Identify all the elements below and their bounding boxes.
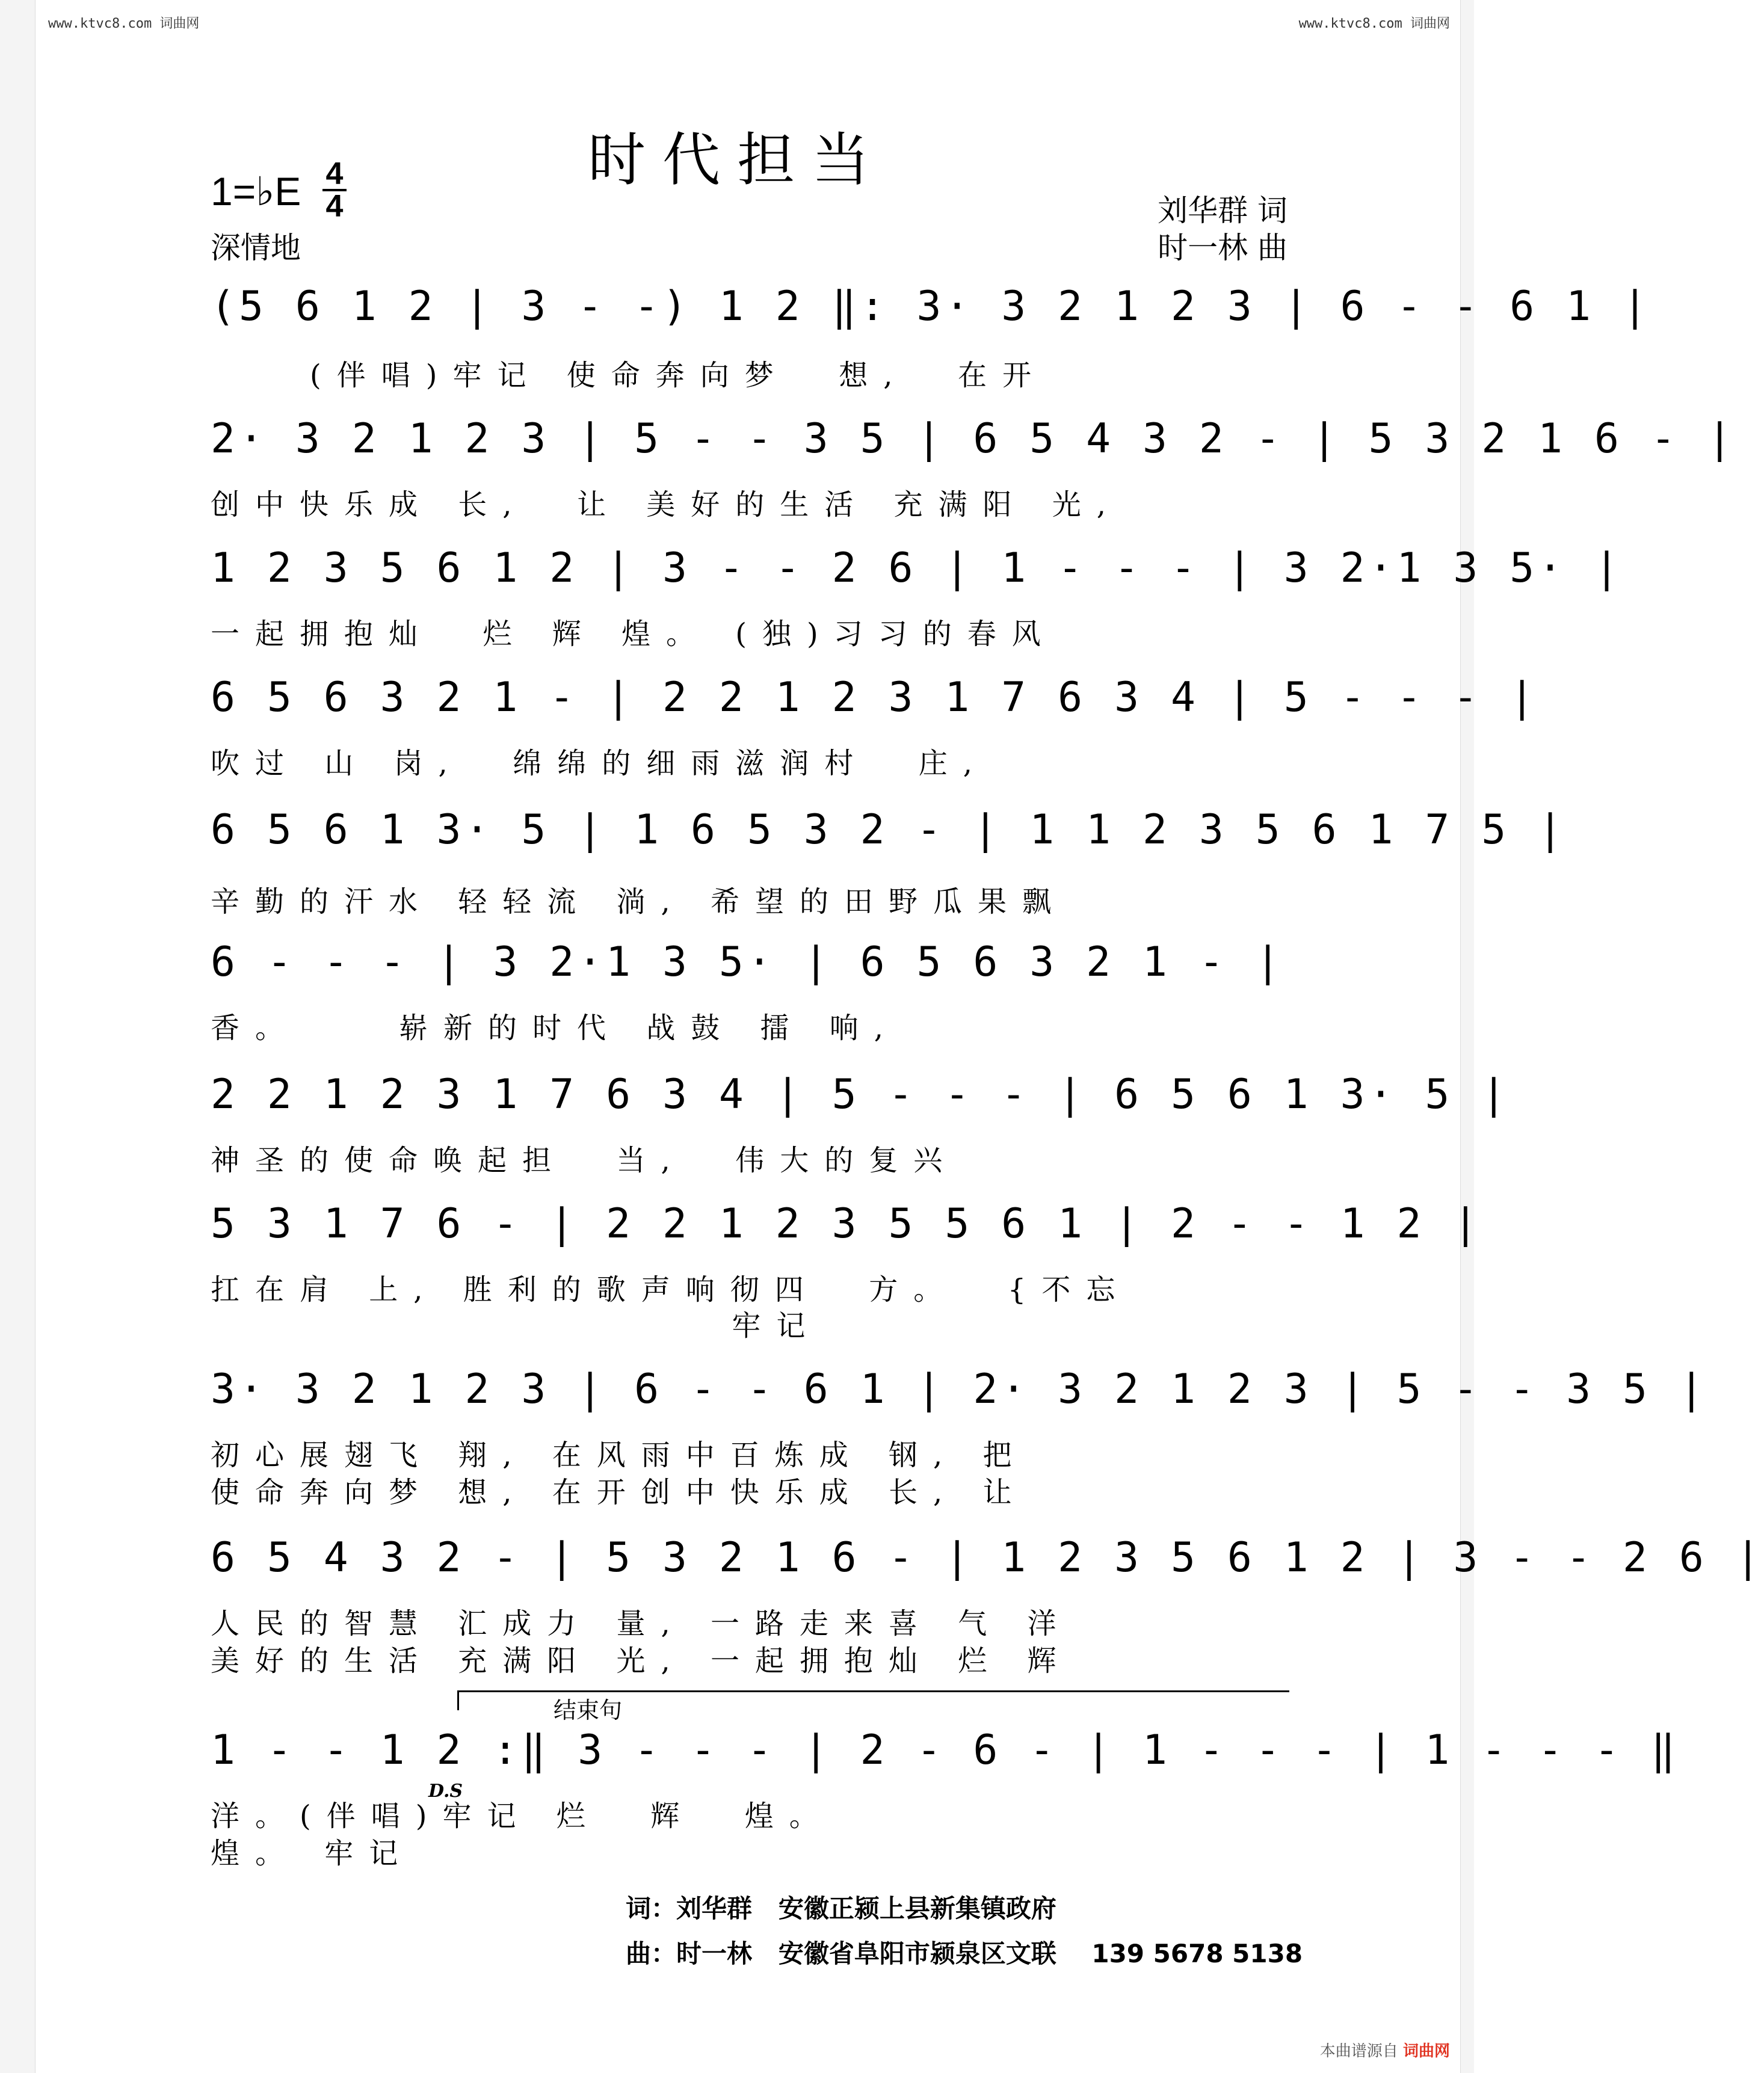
meter-bottom: 4 xyxy=(325,189,344,224)
score-system-10 xyxy=(211,1534,1764,1600)
notation-line: 5 3 1 7 6 - | 2 2 1 2 3 5 5 6 1 | 2 - - 1 2 | xyxy=(211,1200,1482,1248)
key-signature: 1=♭E xyxy=(211,169,301,214)
notation-line: 1 - - 1 2 :‖ 3 - - - | 2 - 6 - | 1 - - - | 1 - - - ‖ xyxy=(211,1726,1679,1774)
lyricist-credit: 刘华群 词 xyxy=(1158,193,1288,228)
lyrics-verse-2: 美好的生活 充满阳 光, 一起拥抱灿 烂 辉 xyxy=(211,1644,1072,1678)
score-system-7 xyxy=(211,1071,1510,1137)
source-watermark[interactable] xyxy=(1320,2039,1450,2061)
lyrics-line-alt: 牢记 xyxy=(211,1309,821,1343)
watermark-text: 本曲谱源自 xyxy=(1319,2042,1398,2060)
time-signature xyxy=(322,156,347,224)
score-system-9 xyxy=(211,1366,1707,1432)
lyrics-verse-1: 人民的智慧 汇成力 量, 一路走来喜 气 洋 xyxy=(211,1607,1072,1640)
lyrics-line: 香。 崭新的时代 战鼓 擂 响, xyxy=(211,1011,899,1045)
footer-composer-info: 曲：时一林 安徽省阜阳市颍泉区文联 139 5678 5138 xyxy=(626,1939,1303,1968)
notation-line: 2 2 1 2 3 1 7 6 3 4 | 5 - - - | 6 5 6 1 3· 5 | xyxy=(211,1071,1510,1118)
notation-line: 2· 3 2 1 2 3 | 5 - - 3 5 | 6 5 4 3 2 - | 5 3 2 1 6 - | xyxy=(211,415,1736,463)
notation-line: 6 5 6 1 3· 5 | 1 6 5 3 2 - | 1 1 2 3 5 6 1 7 5 | xyxy=(211,806,1567,854)
lyrics-line: 辛勤的汗水 轻轻流 淌, 希望的田野瓜果飘 xyxy=(211,885,1067,919)
notation-line: (5 6 1 2 | 3 - -) 1 2 ‖: 3· 3 2 1 2 3 | 6 - - 6 1 | xyxy=(211,283,1651,330)
dal-segno-mark: D.S xyxy=(428,1781,463,1802)
lyrics-verse-1: 初心展翅飞 翔, 在风雨中百炼成 钢, 把 xyxy=(211,1438,1028,1472)
score-system-3 xyxy=(211,544,1623,611)
notation-line: 6 - - - | 3 2·1 3 5· | 6 5 6 3 2 1 - | xyxy=(211,938,1284,986)
song-title: 时代担当 xyxy=(588,126,886,194)
score-system-2 xyxy=(211,415,1736,481)
score-system-1 xyxy=(211,283,1651,349)
notation-line: 6 5 6 3 2 1 - | 2 2 1 2 3 1 7 6 3 4 | 5 - - - | xyxy=(211,674,1538,721)
notation-line: 3· 3 2 1 2 3 | 6 - - 6 1 | 2· 3 2 1 2 3 | 5 - - 3 5 | xyxy=(211,1366,1707,1413)
site-header-left[interactable]: www.ktvc8.com 词曲网 xyxy=(48,16,200,31)
meter-top: 4 xyxy=(325,156,344,191)
site-header-right[interactable]: www.ktvc8.com 词曲网 xyxy=(1298,16,1450,31)
lyrics-verse-2: 使命奔向梦 想, 在开创中快乐成 长, 让 xyxy=(211,1476,1028,1509)
watermark-brand[interactable]: 词曲网 xyxy=(1402,2042,1450,2060)
score-system-6 xyxy=(211,938,1288,1005)
score-system-5 xyxy=(211,806,1567,872)
page-left-margin xyxy=(0,0,35,2073)
lyrics-line: 神圣的使命唤起担 当, 伟大的复兴 xyxy=(211,1144,958,1177)
composer-credit: 时一林 曲 xyxy=(1158,230,1288,265)
ending-label: 结束句 xyxy=(554,1697,623,1723)
score-system-4 xyxy=(211,674,1538,740)
lyrics-line: 创中快乐成 长, 让 美好的生活 充满阳 光, xyxy=(211,488,1122,522)
lyrics-line: 一起拥抱灿 烂 辉 煌。 (独)习习的春风 xyxy=(211,617,1056,651)
notation-line: 6 5 4 3 2 - | 5 3 2 1 6 - | 1 2 3 5 6 1 2 | 3 - - 2 6 | xyxy=(211,1534,1764,1582)
lyrics-verse-1: 洋。(伴唱)牢记 烂 辉 煌。 xyxy=(211,1799,834,1833)
tempo-marking: 深情地 xyxy=(211,230,301,265)
lyrics-line: 吹过 山 岗, 绵绵的细雨滋润村 庄, xyxy=(211,747,988,780)
footer-lyricist-info: 词：刘华群 安徽正颍上县新集镇政府 xyxy=(626,1894,1056,1923)
lyrics-line: 扛在肩 上, 胜利的歌声响彻四 方。 {不忘 xyxy=(211,1273,1131,1307)
notation-line: 1 2 3 5 6 1 2 | 3 - - 2 6 | 1 - - - | 3 2·1 3 5· | xyxy=(211,544,1623,592)
score-system-8 xyxy=(211,1200,1482,1266)
lyrics-verse-2: 煌。 牢记 xyxy=(211,1837,414,1870)
score-system-11 xyxy=(211,1726,1679,1793)
lyrics-line: (伴唱)牢记 使命奔向梦 想, 在开 xyxy=(211,359,1047,392)
